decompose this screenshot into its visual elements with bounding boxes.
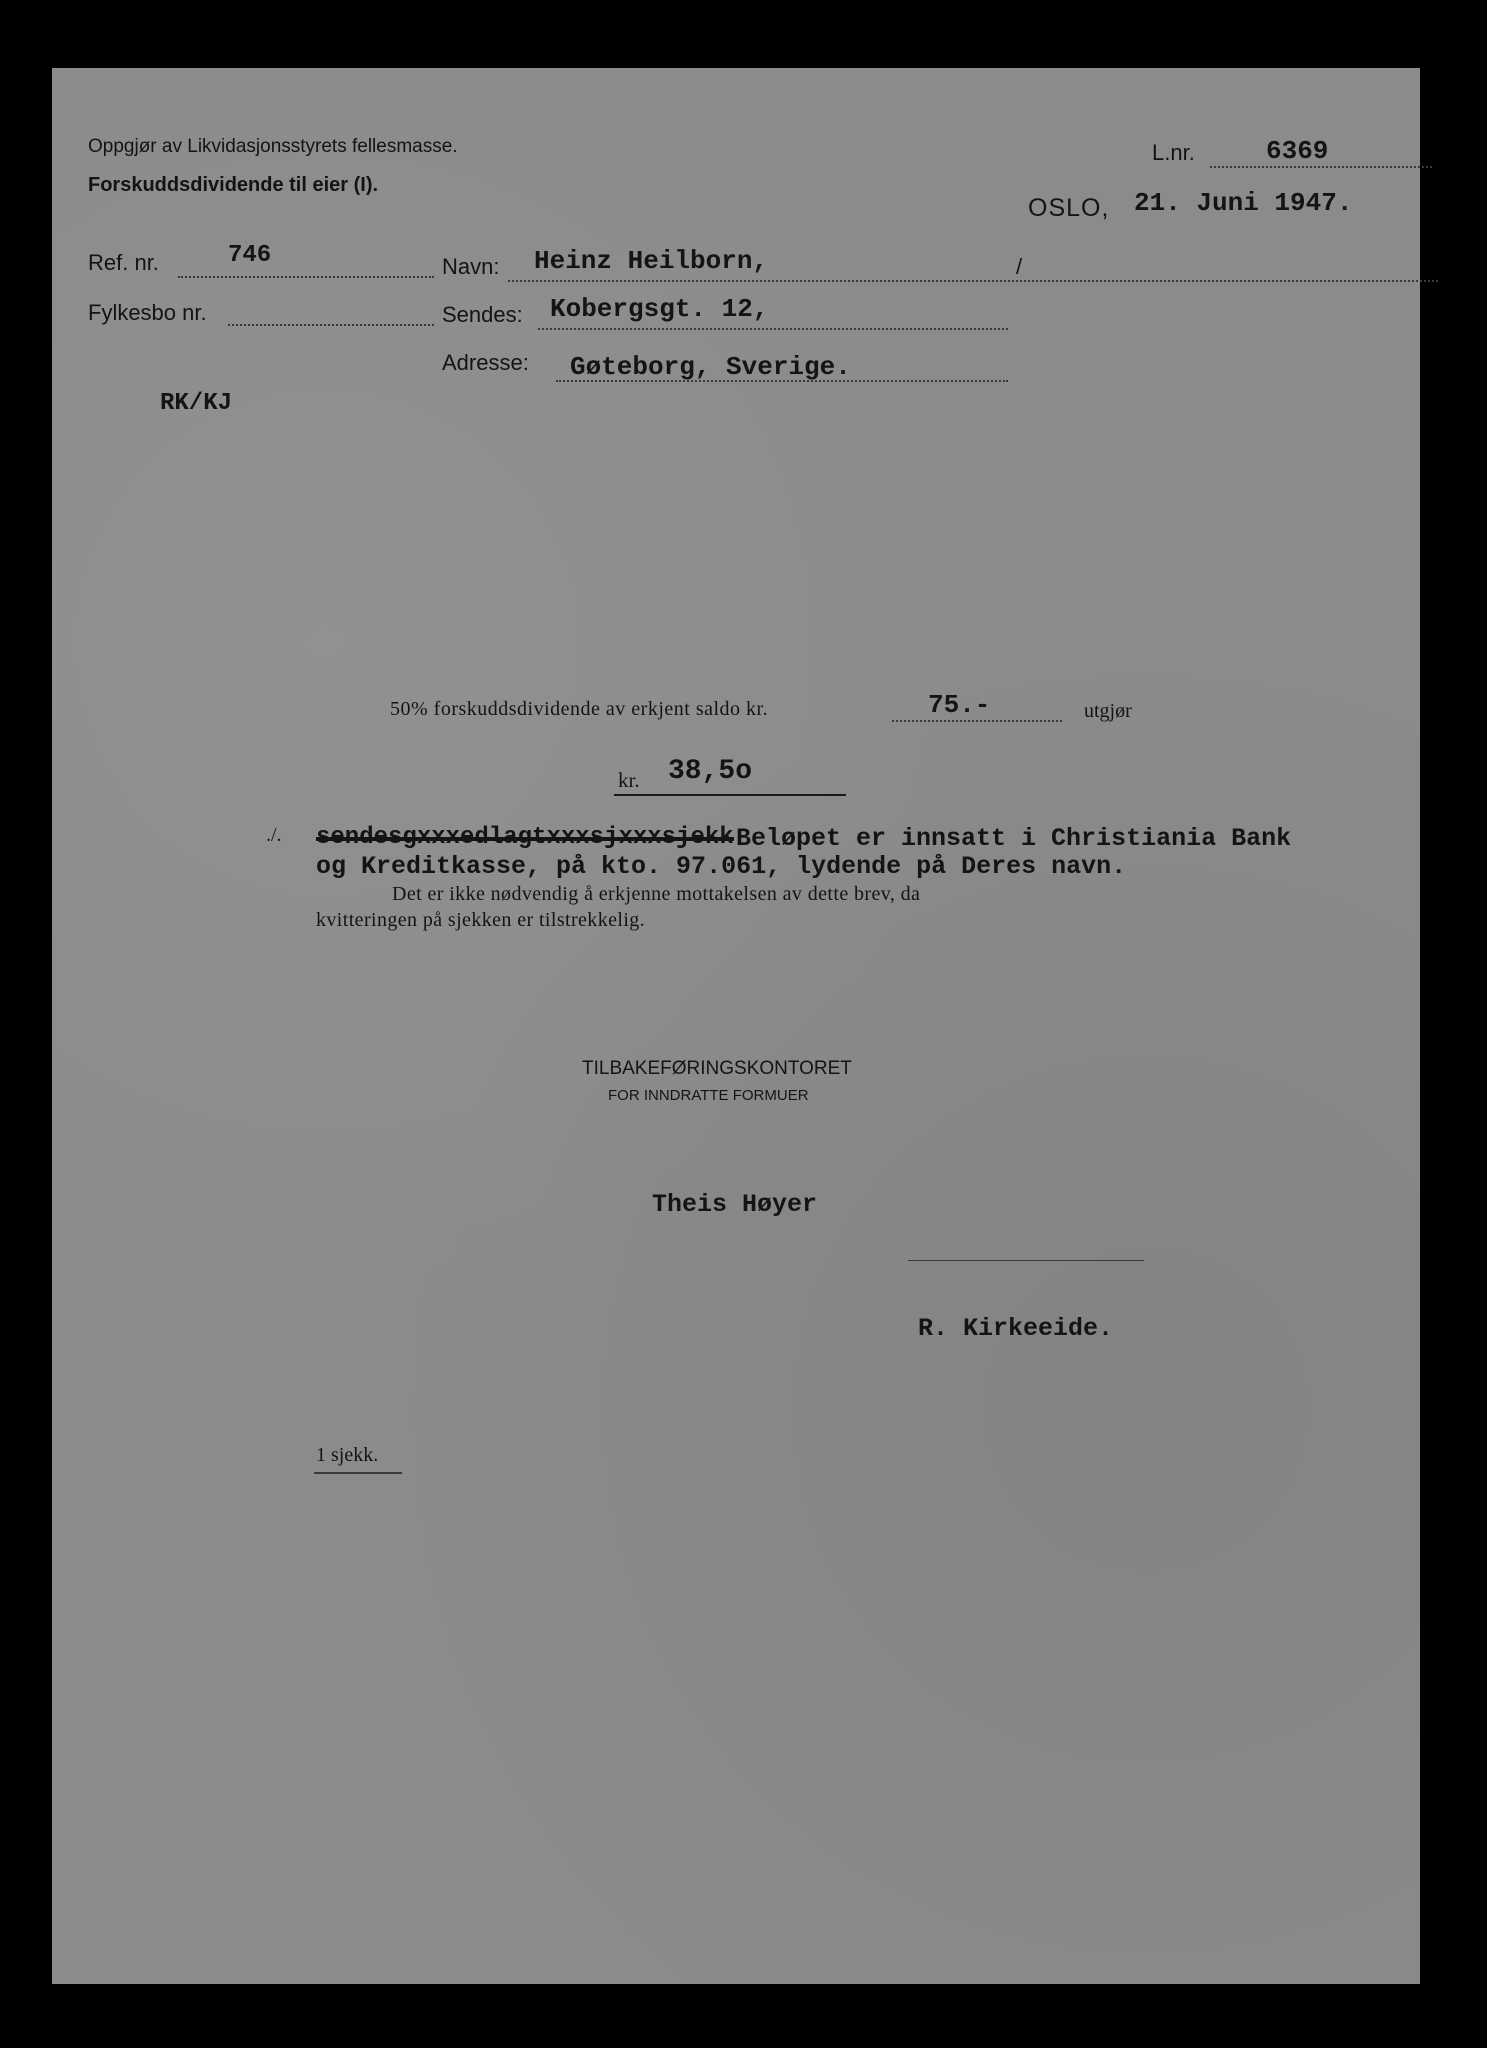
margin-mark: ./. xyxy=(266,824,282,846)
enclosure-underline xyxy=(314,1472,402,1474)
sendes-dotted-line xyxy=(538,328,1008,330)
header-title: Oppgjør av Likvidasjonsstyrets fellesmasse. xyxy=(88,136,458,157)
sendes-label: Sendes: xyxy=(442,302,523,327)
header-subtitle: Forskuddsdividende til eier (I). xyxy=(88,174,379,196)
typed-line-2: og Kreditkasse, på kto. 97.061, lydende på Deres navn. xyxy=(316,852,1127,881)
utgjor-text: utgjør xyxy=(1084,700,1132,722)
adresse-label: Adresse: xyxy=(442,350,529,375)
amount-value: 38,5o xyxy=(668,756,753,787)
lnr-dotted-line xyxy=(1210,166,1432,168)
enclosure-note: 1 sjekk. xyxy=(316,1444,379,1466)
slash-mark: / xyxy=(1016,254,1023,279)
lnr-label: L.nr. xyxy=(1152,140,1195,165)
ref-dotted-line xyxy=(178,276,434,278)
lnr-value: 6369 xyxy=(1266,136,1329,166)
signatory-1: Theis Høyer xyxy=(652,1190,818,1219)
sendes-value: Kobergsgt. 12, xyxy=(550,294,769,324)
struck-text-content: sendesgxxxedlagtxxxsjxxxsjekk xyxy=(316,824,734,851)
ref-label: Ref. nr. xyxy=(88,250,159,275)
adresse-dotted-line xyxy=(556,380,1008,382)
saldo-dotted-line xyxy=(892,720,1062,722)
struck-text xyxy=(316,824,734,851)
adresse-value: Gøteborg, Sverige. xyxy=(570,352,851,382)
navn-value: Heinz Heilborn, xyxy=(534,246,769,276)
kr-label: kr. xyxy=(618,768,640,792)
dividend-text: 50% forskuddsdividende av erkjent saldo kr. xyxy=(390,698,769,720)
signatory-2: R. Kirkeeide. xyxy=(918,1314,1114,1343)
navn-label: Navn: xyxy=(442,254,500,279)
printed-line-1: Det er ikke nødvendig å erkjenne mottakelsen av dette brev, da xyxy=(392,883,921,905)
initials: RK/KJ xyxy=(160,390,233,417)
office-subtitle: FOR INNDRATTE FORMUER xyxy=(608,1087,809,1104)
document-page xyxy=(52,68,1420,1984)
amount-underline xyxy=(614,794,846,796)
navn-dotted-line xyxy=(508,280,1438,282)
printed-line-2: kvitteringen på sjekken er tilstrekkelig. xyxy=(316,909,646,931)
letter-date: 21. Juni 1947. xyxy=(1134,188,1353,218)
place-label: OSLO, xyxy=(1028,194,1110,222)
typed-line-1: Beløpet er innsatt i Christiania Bank xyxy=(736,824,1292,853)
fylkesbo-dotted-line xyxy=(228,324,434,326)
office-name: TILBAKEFØRINGSKONTORET xyxy=(582,1058,852,1079)
fylkesbo-label: Fylkesbo nr. xyxy=(88,300,207,325)
saldo-value: 75.- xyxy=(928,690,991,720)
signature-line xyxy=(908,1260,1144,1261)
ref-value: 746 xyxy=(228,242,272,269)
